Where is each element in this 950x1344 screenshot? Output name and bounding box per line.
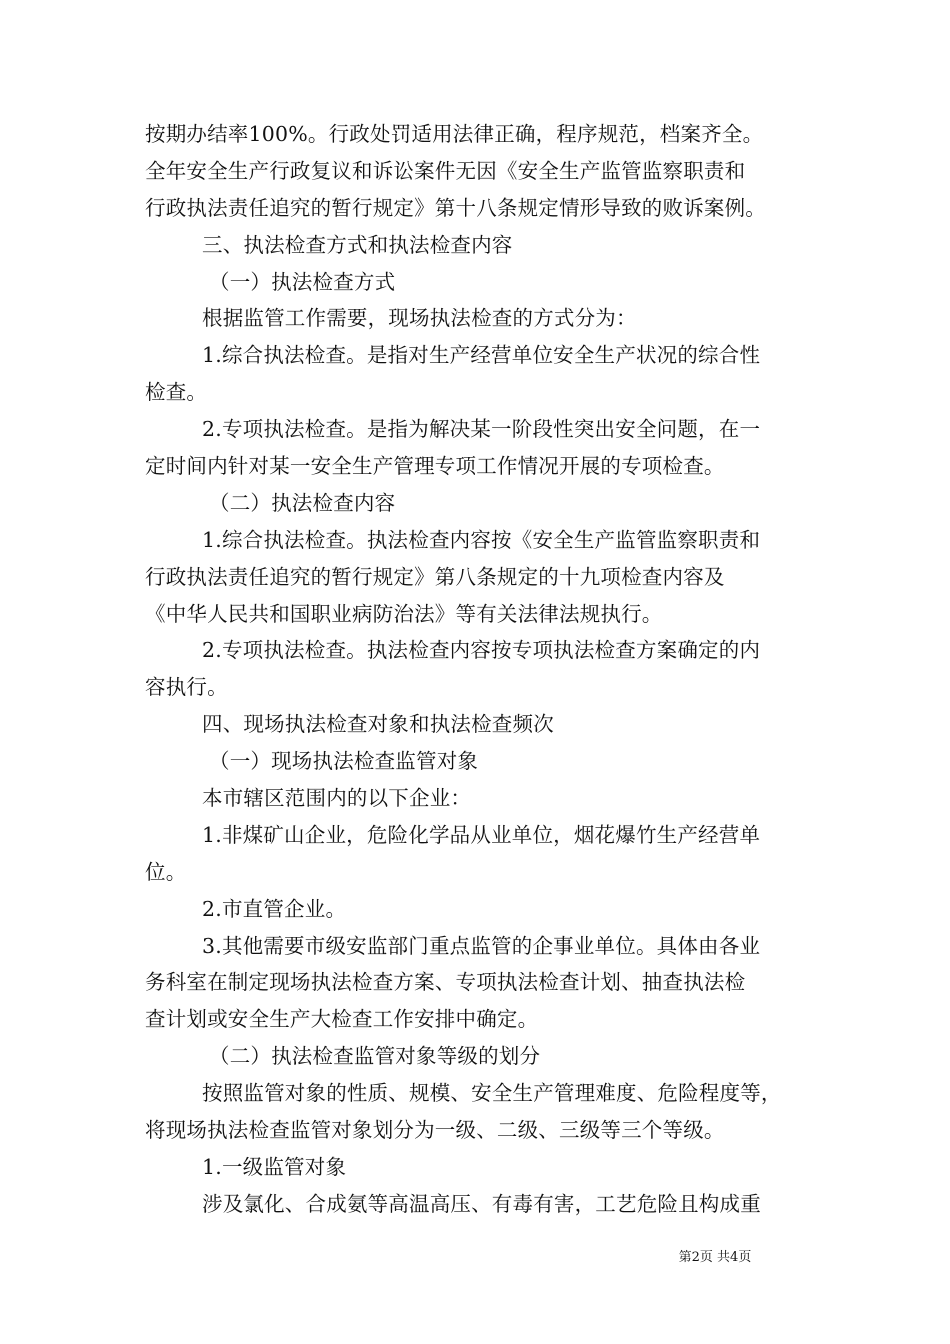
text-line: 行政执法责任追究的暂行规定》第十八条规定情形导致的败诉案例。 — [145, 195, 766, 220]
document-body — [145, 116, 817, 1223]
text-line: 1.非煤矿山企业，危险化学品从业单位，烟花爆竹生产经营单 — [202, 822, 761, 847]
text-line: 位。 — [145, 859, 187, 884]
text-line: 行政执法责任追究的暂行规定》第八条规定的十九项检查内容及 — [145, 564, 725, 589]
text-line: 将现场执法检查监管对象划分为一级、二级、三级等三个等级。 — [145, 1118, 725, 1143]
text-line: 《中华人民共和国职业病防治法》等有关法律法规执行。 — [145, 601, 663, 626]
section-heading: 四、现场执法检查对象和执法检查频次 — [202, 712, 554, 737]
text-line: 检查。 — [145, 380, 208, 405]
text-line: 按照监管对象的性质、规模、安全生产管理难度、危险程度等， — [202, 1081, 782, 1106]
text-line: 1.综合执法检查。执法检查内容按《安全生产监管监察职责和 — [202, 527, 761, 552]
text-line: 2.专项执法检查。是指为解决某一阶段性突出安全问题，在一 — [202, 417, 761, 442]
text-line: 查计划或安全生产大检查工作安排中确定。 — [145, 1007, 539, 1032]
text-line: 根据监管工作需要，现场执法检查的方式分为： — [202, 306, 637, 331]
text-line: 2.专项执法检查。执法检查内容按专项执法检查方案确定的内 — [202, 638, 761, 663]
subsection-heading: （二）执法检查内容 — [209, 490, 396, 515]
text-line: 务科室在制定现场执法检查方案、专项执法检查计划、抽查执法检 — [145, 970, 746, 995]
text-line: 2.市直管企业。 — [202, 896, 347, 921]
text-line: 1.一级监管对象 — [202, 1154, 347, 1179]
text-line: 本市辖区范围内的以下企业： — [202, 786, 472, 811]
subsection-heading: （一）现场执法检查监管对象 — [209, 749, 479, 774]
text-line: 1.综合执法检查。是指对生产经营单位安全生产状况的综合性 — [202, 343, 761, 368]
text-line: 按期办结率100%。行政处罚适用法律正确，程序规范，档案齐全。 — [145, 122, 764, 146]
text-line: 涉及氯化、合成氨等高温高压、有毒有害，工艺危险且构成重 — [202, 1191, 761, 1216]
subsection-heading: （二）执法检查监管对象等级的划分 — [209, 1044, 541, 1069]
text-line: 3.其他需要市级安监部门重点监管的企事业单位。具体由各业 — [202, 933, 761, 958]
text-line: 定时间内针对某一安全生产管理专项工作情况开展的专项检查。 — [145, 454, 725, 479]
section-heading: 三、执法检查方式和执法检查内容 — [202, 232, 513, 257]
page-number-footer: 第2页 共4页 — [678, 1250, 752, 1265]
text-line: 全年安全生产行政复议和诉讼案件无因《安全生产监管监察职责和 — [145, 158, 746, 183]
text-line: 容执行。 — [145, 675, 228, 700]
subsection-heading: （一）执法检查方式 — [209, 269, 396, 294]
